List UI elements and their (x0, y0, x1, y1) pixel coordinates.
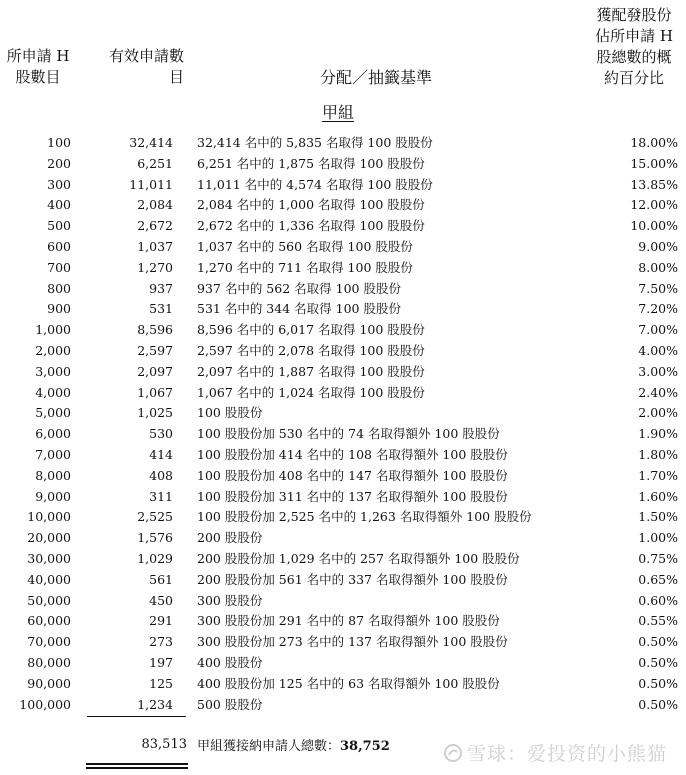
header-approx-pct (586, 5, 682, 89)
basis-cell: 200 股股份 (197, 530, 263, 546)
basis-cell: 300 股股份加 273 名中的 137 名取得額外 100 股股份 (197, 634, 508, 650)
shares-cell: 60,000 (27, 613, 71, 629)
applications-cell: 1,576 (137, 530, 173, 546)
table-row (0, 258, 686, 279)
table-row (0, 403, 686, 424)
table-row (0, 154, 686, 175)
applications-cell: 2,097 (137, 363, 173, 379)
header-basis: 分配／抽籤基準 (320, 68, 433, 87)
table-row (0, 175, 686, 196)
header-approx-pct-line3: 股總數的概 (596, 48, 672, 66)
shares-cell: 20,000 (27, 530, 71, 546)
basis-cell: 100 股股份加 408 名中的 147 名取得額外 100 股股份 (197, 467, 508, 483)
shares-cell: 100,000 (19, 696, 71, 712)
applications-cell: 531 (149, 301, 173, 317)
table-row (0, 674, 686, 695)
basis-cell: 300 股股份 (197, 592, 263, 608)
applications-cell: 1,270 (137, 259, 173, 275)
applications-cell: 2,672 (137, 218, 173, 234)
applications-cell: 11,011 (129, 176, 173, 192)
basis-cell: 8,596 名中的 6,017 名取得 100 股股份 (197, 322, 425, 338)
shares-cell: 90,000 (27, 675, 71, 691)
header-valid-applications-line1: 有效申請數 (108, 47, 184, 65)
basis-cell: 100 股股份加 311 名中的 137 名取得額外 100 股股份 (197, 488, 508, 504)
table-row (0, 528, 686, 549)
percentage-cell: 0.65% (638, 571, 678, 587)
table-row (0, 695, 686, 716)
total-double-rule-bottom (86, 767, 188, 769)
applications-cell: 6,251 (137, 155, 173, 171)
percentage-cell: 1.80% (638, 446, 678, 462)
allocation-table (0, 133, 686, 715)
shares-cell: 800 (47, 280, 71, 296)
basis-cell: 1,037 名中的 560 名取得 100 股股份 (197, 238, 413, 254)
header-valid-applications (96, 46, 184, 88)
watermark-text: 雪球：爱投资的小熊猫 (467, 743, 668, 765)
percentage-cell: 10.00% (630, 218, 678, 234)
header-valid-applications-line2: 目 (168, 68, 184, 86)
shares-cell: 8,000 (35, 467, 71, 483)
shares-cell: 9,000 (35, 488, 71, 504)
basis-cell: 32,414 名中的 5,835 名取得 100 股股份 (197, 135, 433, 150)
table-row (0, 507, 686, 528)
table-row (0, 445, 686, 466)
header-shares-applied (2, 46, 74, 88)
applications-cell: 273 (149, 634, 173, 650)
table-row (0, 279, 686, 300)
percentage-cell: 2.40% (638, 384, 678, 400)
applications-cell: 1,067 (137, 384, 173, 400)
percentage-cell: 12.00% (630, 197, 678, 213)
applications-cell: 291 (149, 613, 173, 629)
percentage-cell: 18.00% (630, 135, 678, 150)
shares-cell: 300 (47, 176, 71, 192)
table-row (0, 320, 686, 341)
shares-cell: 400 (47, 197, 71, 213)
percentage-cell: 0.50% (638, 654, 678, 670)
applications-cell: 125 (149, 675, 173, 691)
basis-cell: 100 股股份 (197, 405, 263, 421)
shares-cell: 50,000 (27, 592, 71, 608)
basis-cell: 100 股股份加 2,525 名中的 1,263 名取得額外 100 股股份 (197, 509, 532, 525)
shares-cell: 6,000 (35, 426, 71, 442)
table-row (0, 466, 686, 487)
table-row (0, 632, 686, 653)
snowball-logo-icon (443, 743, 463, 768)
basis-cell: 100 股股份加 530 名中的 74 名取得額外 100 股股份 (197, 426, 500, 442)
table-row (0, 653, 686, 674)
shares-cell: 5,000 (35, 405, 71, 421)
shares-cell: 80,000 (27, 654, 71, 670)
subtotal-rule (87, 716, 186, 717)
header-approx-pct-line1: 獲配發股份 (596, 6, 672, 24)
applications-cell: 1,029 (137, 550, 173, 566)
table-row (0, 341, 686, 362)
applications-cell: 2,525 (137, 509, 173, 525)
percentage-cell: 7.50% (638, 280, 678, 296)
header-shares-applied-line2: 股數目 (15, 68, 61, 86)
applications-cell: 32,414 (129, 135, 173, 150)
table-row (0, 487, 686, 508)
percentage-cell: 1.90% (638, 426, 678, 442)
applications-cell: 408 (149, 467, 173, 483)
basis-cell: 500 股股份 (197, 696, 263, 712)
basis-cell: 200 股股份加 561 名中的 337 名取得額外 100 股股份 (197, 571, 508, 587)
table-row (0, 299, 686, 320)
applications-cell: 8,596 (137, 322, 173, 338)
percentage-cell: 15.00% (630, 155, 678, 171)
applications-cell: 1,234 (137, 696, 173, 712)
basis-cell: 1,270 名中的 711 名取得 100 股股份 (197, 259, 413, 275)
table-row (0, 237, 686, 258)
percentage-cell: 0.75% (638, 550, 678, 566)
basis-cell: 531 名中的 344 名取得 100 股股份 (197, 301, 401, 317)
table-row (0, 570, 686, 591)
percentage-cell: 2.00% (638, 405, 678, 421)
percentage-cell: 9.00% (638, 238, 678, 254)
applications-cell: 414 (149, 446, 173, 462)
header-shares-applied-line1: 所申請 H (6, 47, 70, 65)
basis-cell: 2,084 名中的 1,000 名取得 100 股股份 (197, 197, 425, 213)
shares-cell: 1,000 (35, 322, 71, 338)
shares-cell: 700 (47, 259, 71, 275)
percentage-cell: 4.00% (638, 342, 678, 358)
percentage-cell: 3.00% (638, 363, 678, 379)
total-successful-value: 38,752 (340, 739, 390, 754)
shares-cell: 4,000 (35, 384, 71, 400)
shares-cell: 40,000 (27, 571, 71, 587)
applications-cell: 1,025 (137, 405, 173, 421)
shares-cell: 500 (47, 218, 71, 234)
shares-cell: 30,000 (27, 550, 71, 566)
shares-cell: 7,000 (35, 446, 71, 462)
total-applications: 83,513 (141, 737, 187, 752)
percentage-cell: 1.60% (638, 488, 678, 504)
watermark (443, 739, 667, 768)
table-row (0, 195, 686, 216)
table-row (0, 611, 686, 632)
percentage-cell: 0.50% (638, 696, 678, 712)
percentage-cell: 1.00% (638, 530, 678, 546)
table-row (0, 383, 686, 404)
basis-cell: 11,011 名中的 4,574 名取得 100 股股份 (197, 176, 433, 192)
basis-cell: 400 股股份 (197, 654, 263, 670)
percentage-cell: 13.85% (630, 176, 678, 192)
total-successful-label: 甲組獲接納申請人總數： (197, 739, 341, 754)
shares-cell: 2,000 (35, 342, 71, 358)
table-row (0, 591, 686, 612)
basis-cell: 2,597 名中的 2,078 名取得 100 股股份 (197, 342, 425, 358)
shares-cell: 200 (47, 155, 71, 171)
applications-cell: 561 (149, 571, 173, 587)
percentage-cell: 0.55% (638, 613, 678, 629)
percentage-cell: 0.50% (638, 675, 678, 691)
basis-cell: 400 股股份加 125 名中的 63 名取得額外 100 股股份 (197, 675, 500, 691)
total-double-rule-top (86, 763, 188, 765)
percentage-cell: 1.70% (638, 467, 678, 483)
shares-cell: 3,000 (35, 363, 71, 379)
applications-cell: 937 (149, 280, 173, 296)
percentage-cell: 7.20% (638, 301, 678, 317)
basis-cell: 100 股股份加 414 名中的 108 名取得額外 100 股股份 (197, 446, 508, 462)
shares-cell: 600 (47, 238, 71, 254)
applications-cell: 530 (149, 426, 173, 442)
total-successful-text (197, 735, 390, 754)
table-row (0, 549, 686, 570)
shares-cell: 70,000 (27, 634, 71, 650)
table-row (0, 216, 686, 237)
shares-cell: 900 (47, 301, 71, 317)
group-label: 甲組 (322, 103, 355, 122)
applications-cell: 450 (149, 592, 173, 608)
shares-cell: 10,000 (27, 509, 71, 525)
applications-cell: 2,597 (137, 342, 173, 358)
applications-cell: 1,037 (137, 238, 173, 254)
applications-cell: 197 (149, 654, 173, 670)
percentage-cell: 1.50% (638, 509, 678, 525)
percentage-cell: 8.00% (638, 259, 678, 275)
percentage-cell: 0.50% (638, 634, 678, 650)
basis-cell: 937 名中的 562 名取得 100 股股份 (197, 280, 401, 296)
table-row (0, 424, 686, 445)
basis-cell: 1,067 名中的 1,024 名取得 100 股股份 (197, 384, 425, 400)
basis-cell: 200 股股份加 1,029 名中的 257 名取得額外 100 股股份 (197, 550, 520, 566)
table-row (0, 133, 686, 154)
shares-cell: 100 (47, 135, 71, 150)
basis-cell: 6,251 名中的 1,875 名取得 100 股股份 (197, 155, 425, 171)
basis-cell: 2,097 名中的 1,887 名取得 100 股股份 (197, 363, 425, 379)
basis-cell: 300 股股份加 291 名中的 87 名取得額外 100 股股份 (197, 613, 500, 629)
percentage-cell: 7.00% (638, 322, 678, 338)
percentage-cell: 0.60% (638, 592, 678, 608)
applications-cell: 311 (149, 488, 173, 504)
header-approx-pct-line4: 約百分比 (603, 69, 664, 87)
table-row (0, 362, 686, 383)
basis-cell: 2,672 名中的 1,336 名取得 100 股股份 (197, 218, 425, 234)
applications-cell: 2,084 (137, 197, 173, 213)
header-approx-pct-line2: 佔所申請 H (595, 27, 673, 45)
